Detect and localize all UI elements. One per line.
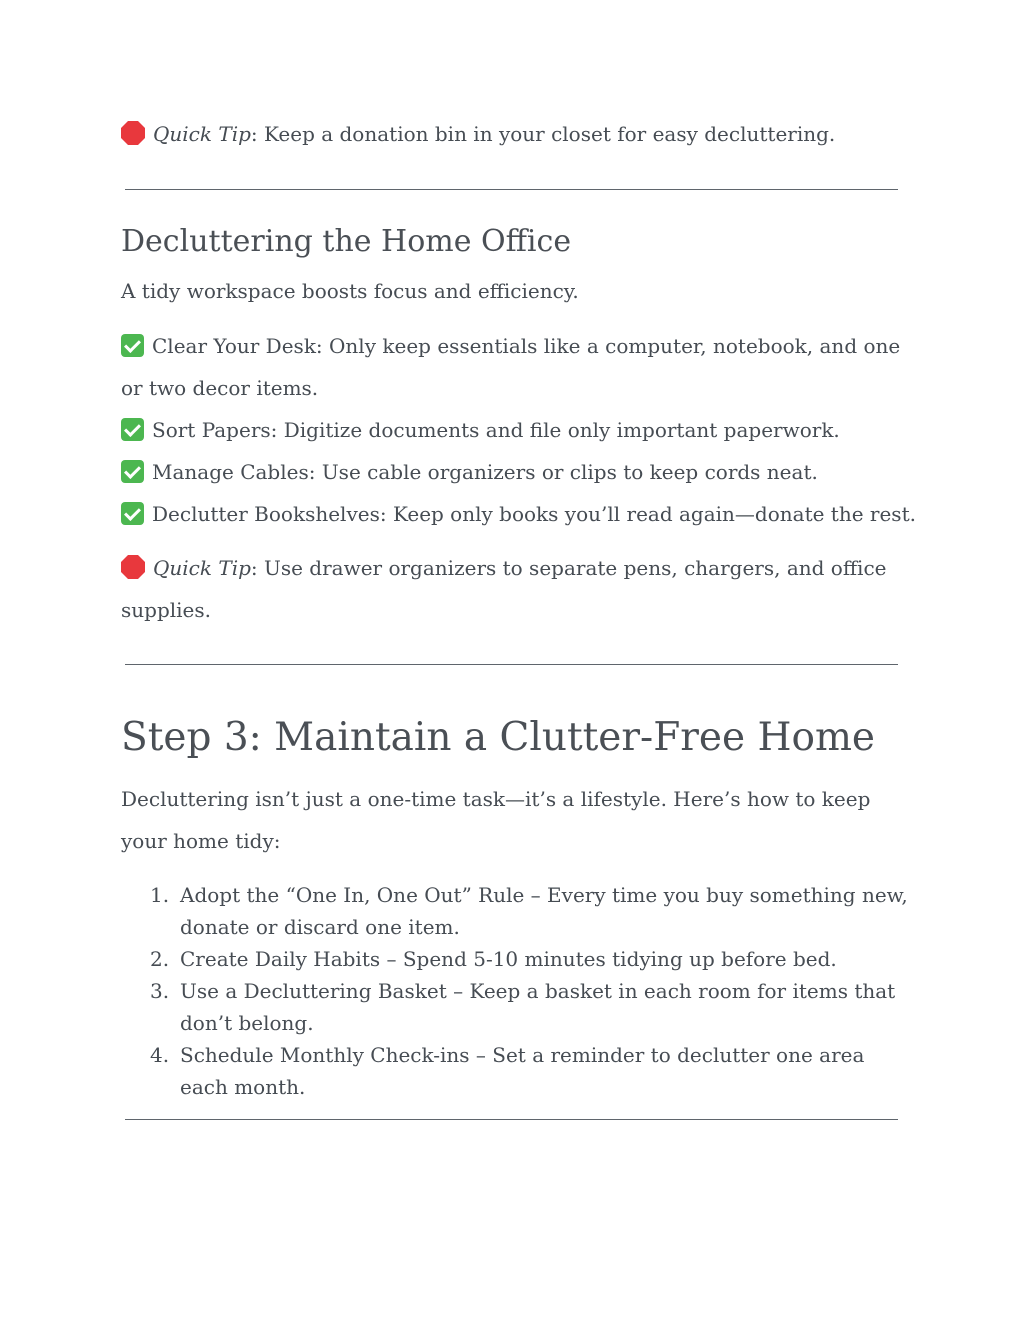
checklist-item-text: Clear Your Desk: Only keep essentials like a computer, notebook, and one (152, 334, 901, 358)
quick-tip-text-continuation: supplies. (121, 598, 211, 622)
checklist-item-text: Sort Papers: Digitize documents and file only important paperwork. (152, 418, 840, 442)
home-office-section (121, 222, 911, 262)
list-number: 4. (150, 1043, 170, 1067)
list-number: 3. (150, 979, 170, 1003)
divider (125, 664, 898, 665)
checklist-item (121, 325, 911, 367)
list-item-text: Schedule Monthly Check-ins – Set a reminder to declutter one area (180, 1043, 865, 1067)
section-heading: Decluttering the Home Office (121, 224, 572, 259)
step3-intro (121, 778, 911, 862)
check-mark-button-icon (121, 502, 144, 525)
step-intro-line: your home tidy: (121, 829, 281, 853)
list-item-text: Create Daily Habits – Spend 5-10 minutes tidying up before bed. (180, 947, 837, 971)
list-number: 1. (150, 883, 170, 907)
list-item (121, 1039, 921, 1103)
list-item (121, 943, 921, 975)
section-intro: A tidy workspace boosts focus and efficiency. (121, 279, 579, 303)
list-item-text: each month. (180, 1075, 306, 1099)
checklist-item (121, 451, 911, 493)
list-item (121, 975, 921, 1039)
step-intro-line: Decluttering isn’t just a one-time task—it’s a lifestyle. Here’s how to keep (121, 787, 871, 811)
list-number: 2. (150, 947, 170, 971)
office-checklist (121, 325, 916, 535)
stop-sign-icon (121, 555, 145, 579)
list-item-text: don’t belong. (180, 1011, 314, 1035)
quick-tip-text: : Use drawer organizers to separate pens, chargers, and office (250, 556, 887, 580)
quick-tip-office (121, 547, 911, 631)
checklist-item-text: Declutter Bookshelves: Keep only books you’ll read again—donate the rest. (152, 502, 916, 526)
quick-tip-label: Quick Tip (153, 556, 251, 580)
stop-sign-icon (121, 121, 145, 145)
list-item-text: donate or discard one item. (180, 915, 460, 939)
quick-tip-label: Quick Tip (153, 122, 251, 146)
checklist-item-continuation: or two decor items. (121, 376, 319, 400)
section-intro-wrap (121, 270, 911, 312)
divider (125, 189, 898, 190)
list-item (121, 879, 921, 943)
quick-tip-closet (121, 113, 911, 155)
quick-tip-text: : Keep a donation bin in your closet for easy decluttering. (250, 122, 836, 146)
check-mark-button-icon (121, 418, 144, 441)
step-heading: Step 3: Maintain a Clutter-Free Home (121, 715, 876, 760)
check-mark-button-icon (121, 334, 144, 357)
divider (125, 1119, 898, 1120)
checklist-item-text: Manage Cables: Use cable organizers or clips to keep cords neat. (152, 460, 818, 484)
step3-section (121, 712, 911, 764)
checklist-item (121, 409, 911, 451)
checklist-item (121, 493, 916, 535)
list-item-text: Use a Decluttering Basket – Keep a basket in each room for items that (180, 979, 896, 1003)
numbered-list (121, 879, 921, 1103)
step3-list-wrap (121, 879, 921, 1103)
list-item-text: Adopt the “One In, One Out” Rule – Every time you buy something new, (180, 883, 908, 907)
check-mark-button-icon (121, 460, 144, 483)
